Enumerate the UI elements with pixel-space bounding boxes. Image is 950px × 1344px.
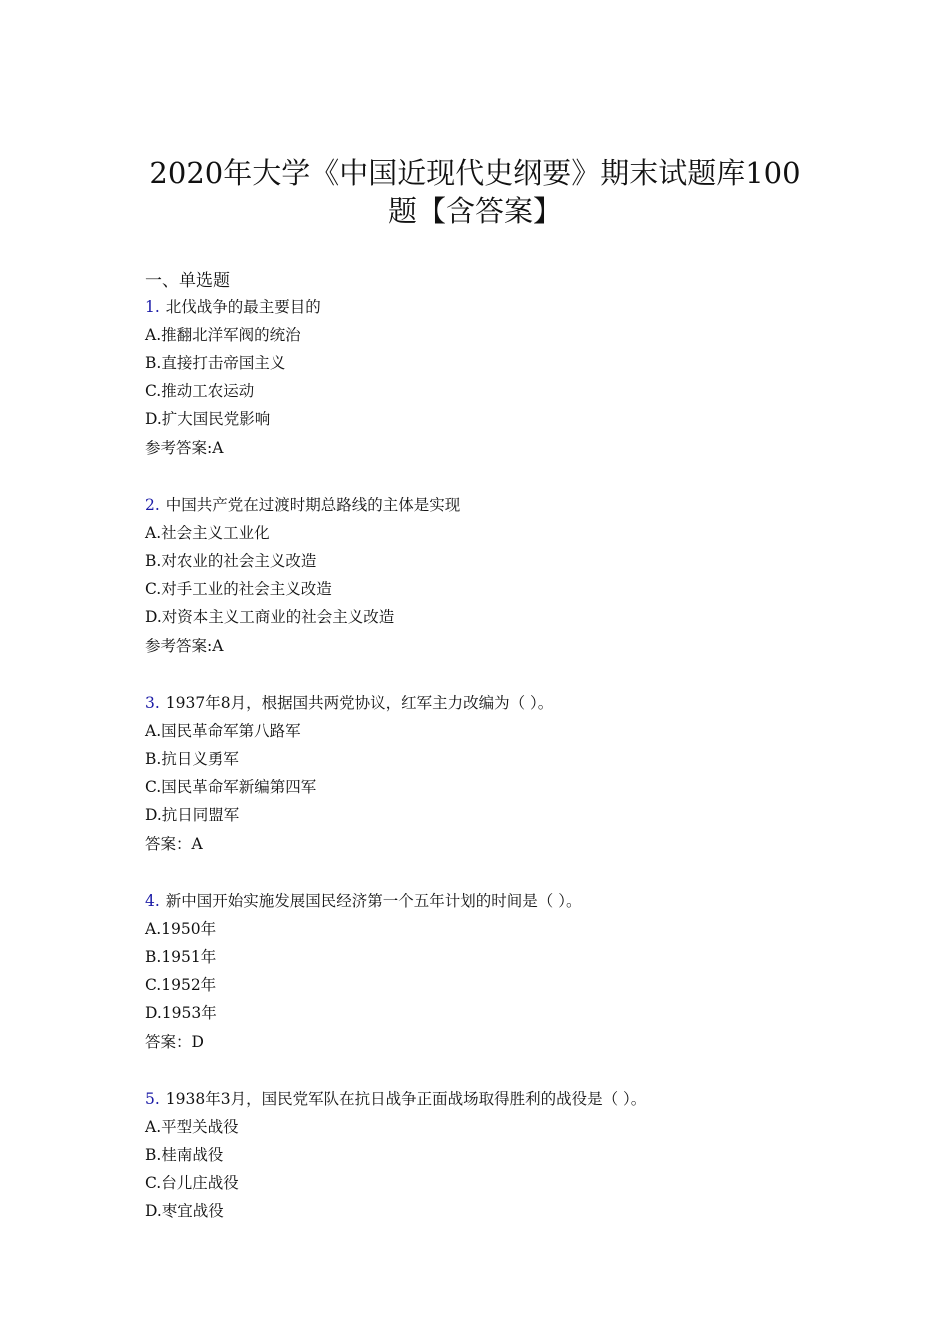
section-heading: 一、单选题 — [145, 271, 230, 291]
question-1-stem — [145, 295, 321, 319]
question-4-option-c: C.1952年 — [145, 976, 217, 994]
question-2-answer: 参考答案:A — [145, 637, 224, 655]
question-number: 3. — [145, 694, 160, 712]
question-2-stem — [145, 493, 460, 517]
question-number: 5. — [145, 1090, 160, 1108]
question-number: 2. — [145, 496, 160, 514]
question-text: 1938年3月，国民党军队在抗日战争正面战场取得胜利的战役是（ ）。 — [165, 1090, 647, 1108]
question-text: 1937年8月，根据国共两党协议，红军主力改编为（ ）。 — [165, 694, 554, 712]
question-5-option-c: C.台儿庄战役 — [145, 1174, 239, 1192]
question-2-option-b: B.对农业的社会主义改造 — [145, 552, 317, 570]
question-5-option-a: A.平型关战役 — [145, 1118, 239, 1136]
question-text: 新中国开始实施发展国民经济第一个五年计划的时间是（ ）。 — [165, 892, 582, 910]
document-title-line-2: 题【含答案】 — [387, 194, 562, 228]
document-title-line-1: 2020年大学《中国近现代史纲要》期末试题库100 — [149, 156, 801, 190]
question-2-option-a: A.社会主义工业化 — [145, 524, 270, 542]
question-5-option-d: D.枣宜战役 — [145, 1202, 224, 1220]
question-5-stem — [145, 1087, 646, 1111]
question-1-option-b: B.直接打击帝国主义 — [145, 354, 286, 372]
question-3-option-a: A.国民革命军第八路军 — [145, 722, 301, 740]
question-2-option-d: D.对资本主义工商业的社会主义改造 — [145, 608, 395, 626]
question-4-stem — [145, 889, 581, 913]
question-1-answer: 参考答案:A — [145, 439, 224, 457]
question-number: 4. — [145, 892, 160, 910]
question-4-option-d: D.1953年 — [145, 1004, 217, 1022]
question-1-option-a: A.推翻北洋军阀的统治 — [145, 326, 301, 344]
question-1-option-c: C.推动工农运动 — [145, 382, 255, 400]
question-text: 北伐战争的最主要目的 — [165, 298, 321, 316]
question-4-option-b: B.1951年 — [145, 948, 217, 966]
question-1-option-d: D.扩大国民党影响 — [145, 410, 271, 428]
question-text: 中国共产党在过渡时期总路线的主体是实现 — [165, 496, 461, 514]
question-5-option-b: B.桂南战役 — [145, 1146, 224, 1164]
question-3-option-c: C.国民革命军新编第四军 — [145, 778, 317, 796]
question-number: 1. — [145, 298, 160, 316]
question-4-option-a: A.1950年 — [145, 920, 217, 938]
question-3-option-d: D.抗日同盟军 — [145, 806, 240, 824]
question-3-answer: 答案：A — [145, 835, 203, 853]
question-3-stem — [145, 691, 553, 715]
question-2-option-c: C.对手工业的社会主义改造 — [145, 580, 332, 598]
question-4-answer: 答案：D — [145, 1033, 204, 1051]
question-3-option-b: B.抗日义勇军 — [145, 750, 239, 768]
